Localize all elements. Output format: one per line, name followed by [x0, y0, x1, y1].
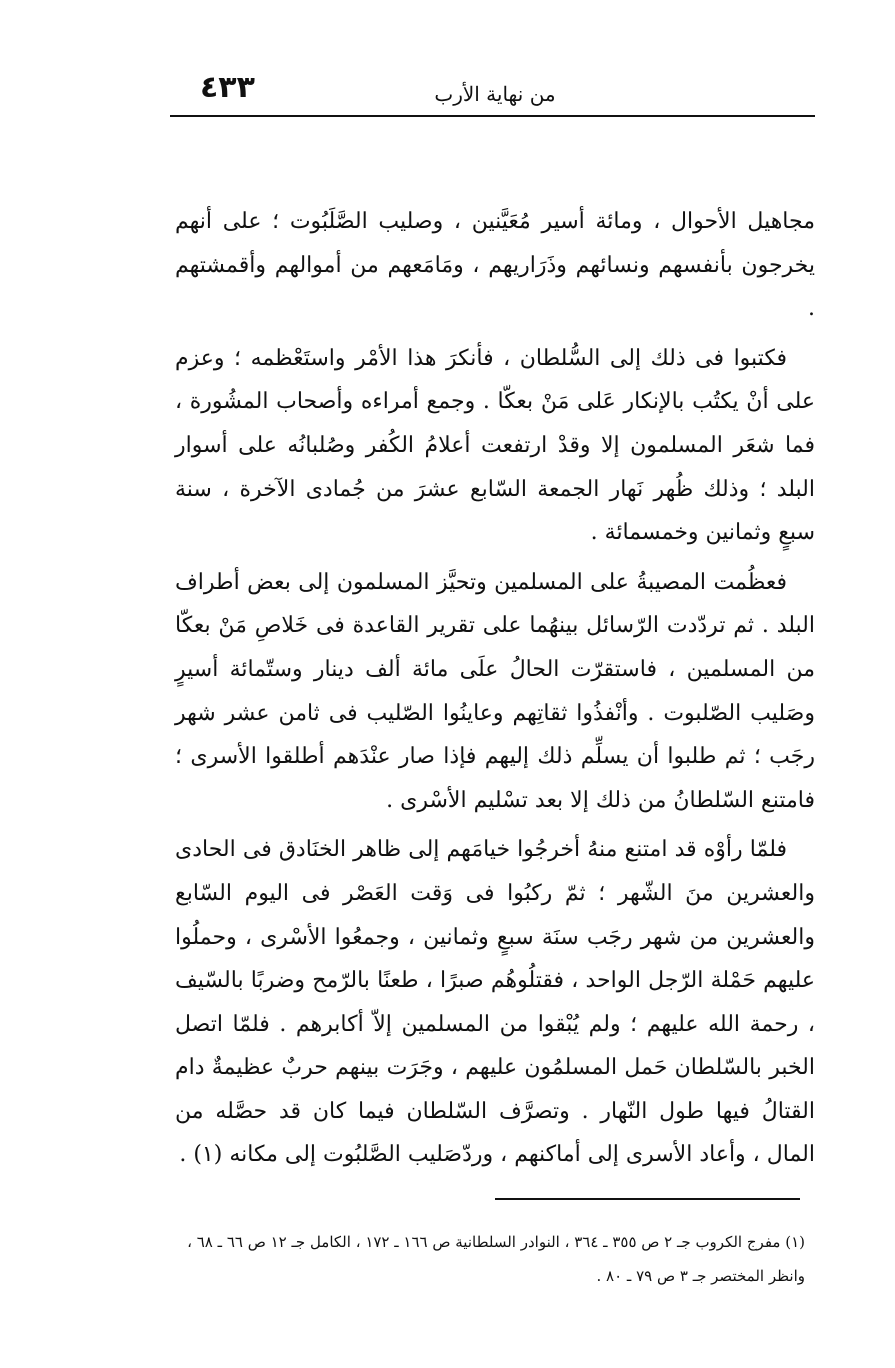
running-title: من نهاية الأرب	[434, 82, 556, 106]
page-number: ٤٣٣	[200, 70, 255, 105]
page-header	[175, 70, 815, 110]
paragraph: فلمّا رأوْه قد امتنع منهُ أخرجُوا خيامَهم إلى ظاهر الخنَادق فى الحادى والعشرين منَ الشّهر ؛ ثمّ ركبُوا فى وَقت العَصْر فى اليوم السّابع والعشرين من شهر رجَب سنَة سبعٍ وثمانين ، وجمعُوا الأسْرى ، وحملُوا عليهم حَمْلة الرّجل الواحد ، فقتلُوهُم صبرًا ، طعنًا بالرّمح وضربًا بالسّيف ، رحمة الله عليهم ؛ ولم يُبْقوا من المسلمين إلاّ أكابرهم . فلمّا اتصل الخبر بالسّلطان حَمل المسلمُون عليهم ، وجَرَت بينهم حربٌ عظيمةٌ دام القتالُ فيها طول النّهار . وتصرَّف السّلطان فيما كان قد حصَّله من المال ، وأعاد الأسرى إلى أماكنهم ، وردّصَليب الصَّلبُوت إلى مكانه (١) .	[175, 837, 815, 1168]
footnote-divider	[495, 1198, 800, 1200]
footnote: (١) مفرج الكروب جـ ٢ ص ٣٥٥ ـ ٣٦٤ ، النوادر السلطانية ص ١٦٦ ـ ١٧٢ ، الكامل جـ ١٢ ص ٦٦ ـ ٦٨ ، وانظر المختصر جـ ٣ ص ٧٩ ـ ٨٠ .	[187, 1233, 805, 1285]
main-text	[175, 200, 815, 1177]
paragraph: فعظُمت المصيبةُ على المسلمين وتحيَّز المسلمون إلى بعض أطراف البلد . ثم تردّدت الرّسائل بينهُما على تقرير القاعدة فى خَلاصِ مَنْ بعكّا من المسلمين ، فاستقرّت الحالُ علَى مائة ألف دينار وستّمائة أسيرٍ وصَليب الصّلبوت . وأنْفذُوا ثقاتِهم وعاينُوا الصّليب فى ثامن عشر شهر رجَب ؛ ثم طلبوا أن يسلِّم ذلك إليهم فإذا صار عنْدَهم أطلقوا الأسرى ؛ فامتنع السّلطانُ من ذلك إلا بعد تسْليم الأسْرى .	[175, 569, 815, 813]
header-divider	[170, 115, 815, 117]
paragraph: مجاهيل الأحوال ، ومائة أسير مُعَيَّنين ، وصليب الصَّلَبُوت ؛ على أنهم يخرجون بأنفسهم ونسائهم وذَرَاريهم ، ومَامَعهم من أموالهم وأقمشتهم .	[175, 209, 816, 322]
paragraph: فكتبوا فى ذلك إلى السُّلطان ، فأنكرَ هذا الأمْر واستَعْظمه ؛ وعزم على أنْ يكتُب بالإنكار عَلى مَنْ بعكّا . وجمع أمراءه وأصحاب المشُورة ، فما شعَر المسلمون إلا وقدْ ارتفعت أعلامُ الكُفر وصُلبانُه على أسوار البلد ؛ وذلك ظُهر نَهار الجمعة السّابع عشرَ من جُمادى الآخرة ، سنة سبعٍ وثمانين وخمسمائة .	[175, 345, 815, 546]
